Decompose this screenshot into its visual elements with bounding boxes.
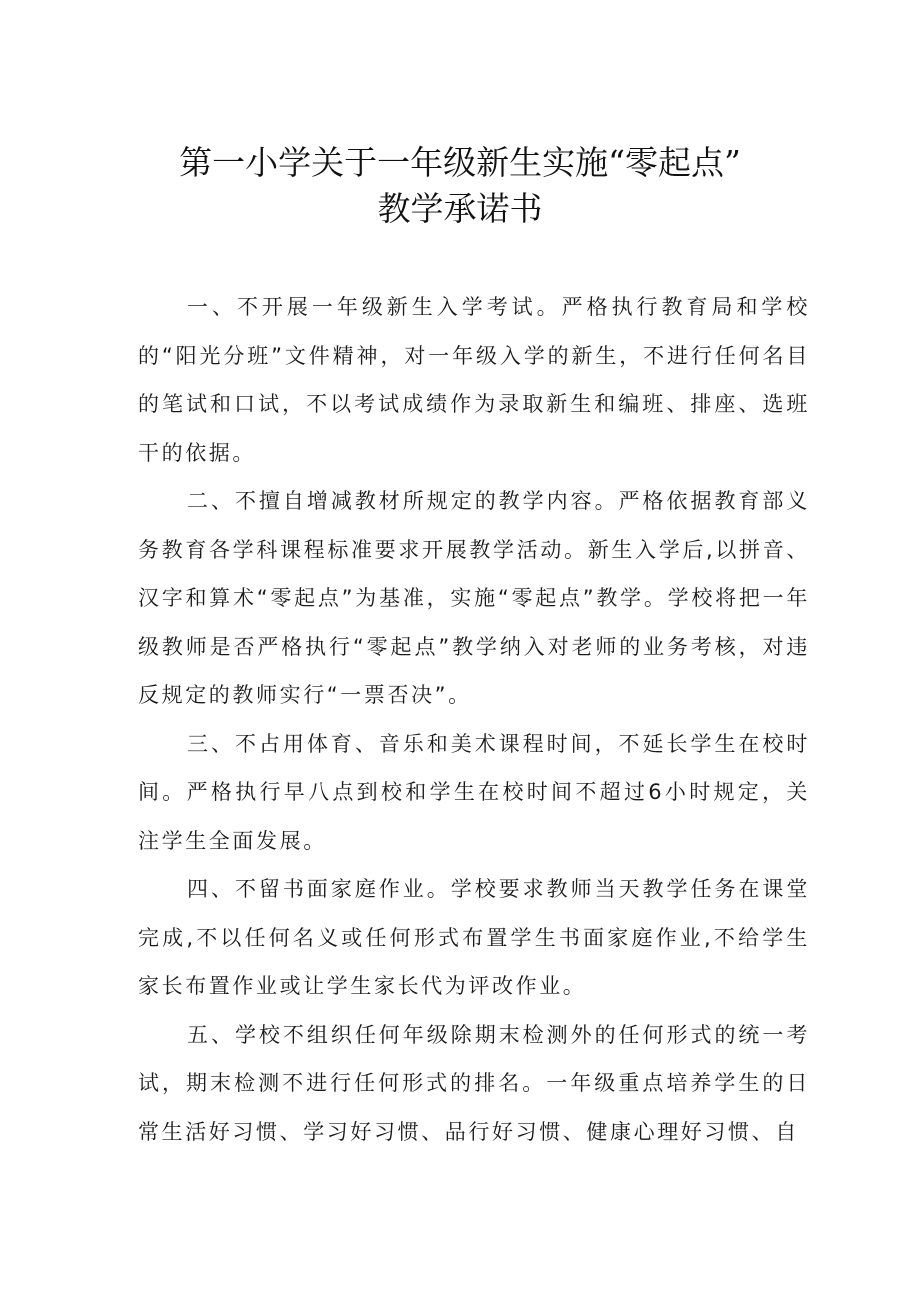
document-title <box>0 140 920 232</box>
title-line-2: 教学承诺书 <box>377 189 543 228</box>
paragraph-1: 一、不开展一年级新生入学考试。严格执行教育局和学校的“阳光分班”文件精神，对一年级入学的新生，不进行任何名目的笔试和口试，不以考试成绩作为录取新生和编班、排座、选班干的依据。 <box>138 295 810 465</box>
paragraph-3: 三、不占用体育、音乐和美术课程时间，不延长学生在校时间。严格执行早八点到校和学生在校时间不超过6小时规定，关注学生全面发展。 <box>138 731 810 853</box>
paragraph-5: 五、学校不组织任何年级除期末检测外的任何形式的统一考试，期末检测不进行任何形式的排名。一年级重点培养学生的日常生活好习惯、学习好习惯、品行好习惯、健康心理好习惯、自 <box>138 1022 810 1144</box>
paragraph-4: 四、不留书面家庭作业。学校要求教师当天教学任务在课堂完成,不以任何名义或任何形式布置学生书面家庭作业,不给学生家长布置作业或让学生家长代为评改作业。 <box>138 877 810 998</box>
paragraph-2: 二、不擅自增减教材所规定的教学内容。严格依据教育部义务教育各学科课程标准要求开展教学活动。新生入学后,以拼音、汉字和算术“零起点”为基准，实施“零起点”教学。学校将把一年级教师是否严格执行“零起点”教学纳入对老师的业务考核，对违反规定的教师实行“一票否决”。 <box>138 489 810 707</box>
title-line-1: 第一小学关于一年级新生实施“零起点” <box>179 143 741 182</box>
document-body <box>138 283 810 1156</box>
